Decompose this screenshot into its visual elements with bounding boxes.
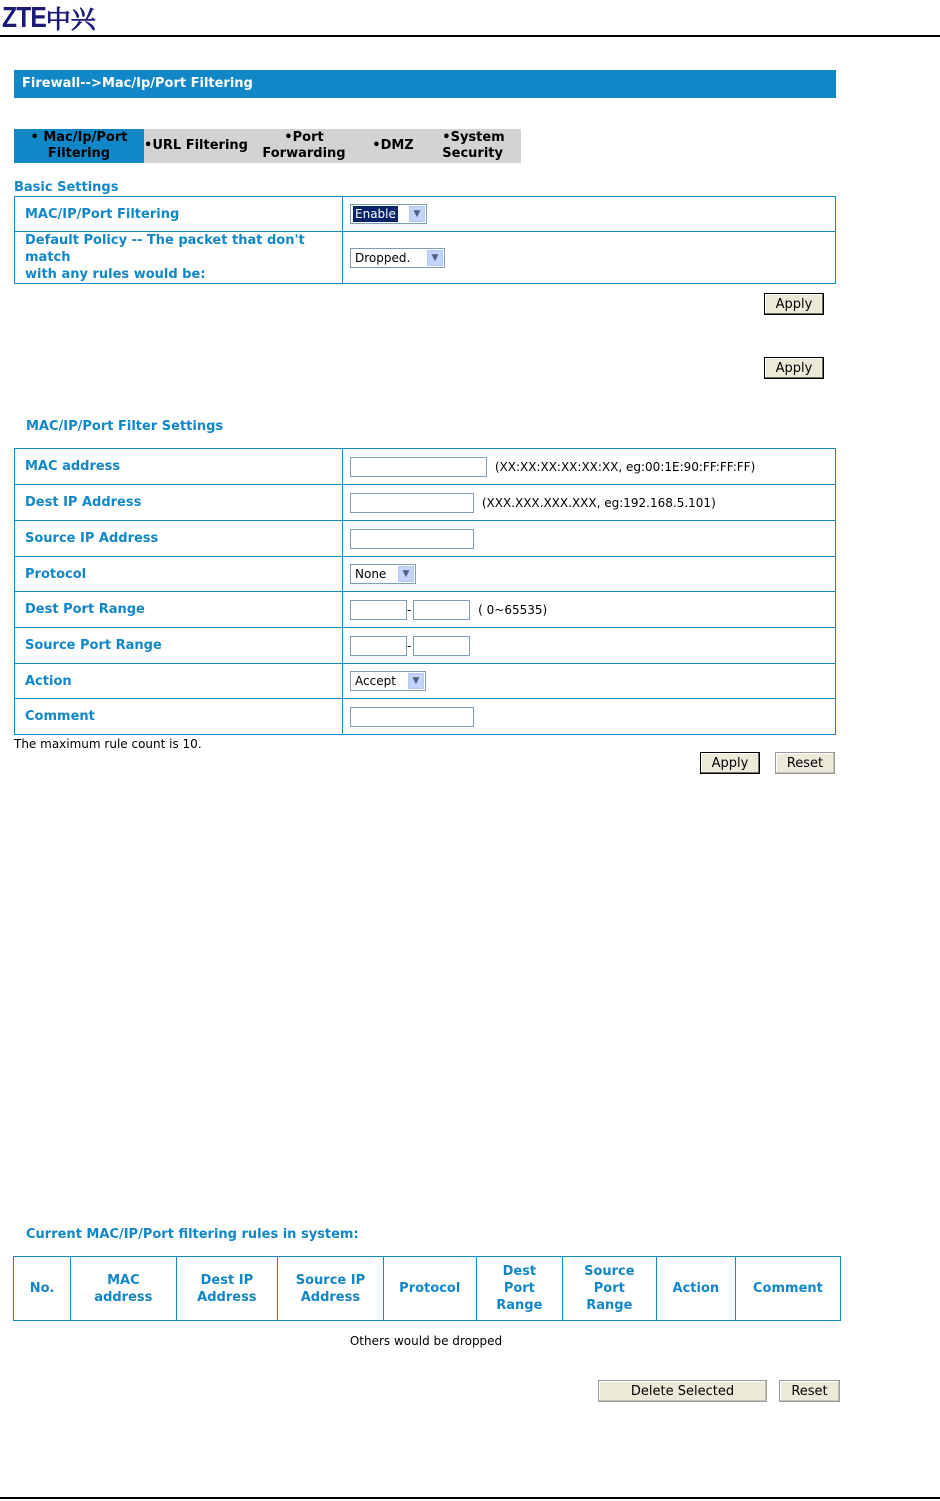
basic-settings-title: Basic Settings <box>14 180 119 195</box>
rules-table <box>13 1256 841 1321</box>
default-policy-value: Dropped. <box>355 250 411 265</box>
filter-settings-table <box>14 448 836 735</box>
dest-port-end-input[interactable] <box>413 600 470 620</box>
reset-button-filter[interactable]: Reset <box>775 752 835 774</box>
col-mac-address: MAC address <box>71 1257 176 1321</box>
source-port-end-input[interactable] <box>413 636 470 656</box>
tab-label-line2: Security <box>442 146 503 161</box>
comment-label: Comment <box>15 699 343 735</box>
policy-label-line2: with any rules would be: <box>25 267 206 282</box>
tab-label: •DMZ <box>372 138 414 153</box>
basic-settings-table <box>14 196 836 284</box>
policy-label-line1: Default Policy -- The packet that don't match <box>25 233 305 265</box>
col-dest-port-range: Dest Port Range <box>476 1257 562 1321</box>
tab-mac-ip-port-filtering[interactable] <box>14 129 144 163</box>
tab-port-forwarding[interactable] <box>248 129 360 163</box>
col-source-port-range: Source Port Range <box>562 1257 656 1321</box>
protocol-label: Protocol <box>15 557 343 592</box>
reset-button-rules[interactable]: Reset <box>779 1380 840 1402</box>
logo-cn-text: 中兴 <box>45 5 96 34</box>
dest-ip-input[interactable] <box>350 493 474 513</box>
tab-system-security[interactable] <box>426 129 521 163</box>
logo-text: ZTE <box>2 1 47 34</box>
tab-label-line2: Filtering <box>47 146 111 161</box>
default-policy-label <box>15 232 343 284</box>
tab-label: •URL Filtering <box>144 138 248 153</box>
delete-selected-button[interactable]: Delete Selected <box>598 1380 767 1402</box>
apply-button-basic-2[interactable]: Apply <box>764 357 824 379</box>
protocol-select-value: None <box>355 567 387 581</box>
header-rule <box>0 35 940 37</box>
breadcrumb: Firewall-->Mac/Ip/Port Filtering <box>14 70 836 98</box>
tab-url-filtering[interactable] <box>144 129 248 163</box>
chevron-down-icon: ▼ <box>427 250 443 266</box>
range-dash: - <box>407 638 412 653</box>
source-port-start-input[interactable] <box>350 636 407 656</box>
col-no: No. <box>14 1257 71 1321</box>
comment-input[interactable] <box>350 707 474 727</box>
filtering-select[interactable] <box>350 204 427 224</box>
col-source-ip: Source IP Address <box>278 1257 383 1321</box>
tab-label-line1: •System <box>442 130 505 145</box>
chevron-down-icon: ▼ <box>398 566 414 582</box>
tab-dmz[interactable] <box>360 129 426 163</box>
others-dropped-note: Others would be dropped <box>349 1334 503 1348</box>
source-port-label: Source Port Range <box>15 628 343 664</box>
current-rules-title: Current MAC/IP/Port filtering rules in system: <box>26 1227 359 1242</box>
chevron-down-icon: ▼ <box>408 673 424 689</box>
dest-port-start-input[interactable] <box>350 600 407 620</box>
filter-settings-title: MAC/IP/Port Filter Settings <box>26 419 224 434</box>
filtering-label: MAC/IP/Port Filtering <box>15 197 343 232</box>
action-select[interactable] <box>350 671 426 691</box>
default-policy-select[interactable] <box>350 248 445 268</box>
chevron-down-icon: ▼ <box>409 206 425 222</box>
footer-rule <box>0 1497 940 1499</box>
tab-label-line1: •Port <box>284 130 324 145</box>
rules-header-row <box>14 1257 841 1321</box>
tab-label-line2: Forwarding <box>262 146 346 161</box>
filtering-select-value: Enable <box>355 207 396 221</box>
protocol-select[interactable] <box>350 564 416 584</box>
dest-port-label: Dest Port Range <box>15 592 343 628</box>
dest-ip-hint: (XXX.XXX.XXX.XXX, eg:192.168.5.101) <box>481 495 716 510</box>
range-dash: - <box>407 602 412 617</box>
tab-bar <box>14 129 521 163</box>
zte-logo <box>2 2 96 34</box>
apply-button-filter[interactable]: Apply <box>700 752 760 774</box>
col-protocol: Protocol <box>383 1257 476 1321</box>
tab-label-line1: • Mac/Ip/Port <box>30 130 128 145</box>
action-label: Action <box>15 664 343 699</box>
col-comment: Comment <box>735 1257 840 1321</box>
max-rule-note: The maximum rule count is 10. <box>14 737 202 751</box>
mac-address-input[interactable] <box>350 457 487 477</box>
mac-address-label: MAC address <box>15 449 343 485</box>
source-ip-input[interactable] <box>350 529 474 549</box>
dest-port-hint: ( 0~65535) <box>478 602 548 617</box>
col-dest-ip: Dest IP Address <box>176 1257 278 1321</box>
source-ip-label: Source IP Address <box>15 521 343 557</box>
mac-address-hint: (XX:XX:XX:XX:XX:XX, eg:00:1E:90:FF:FF:FF) <box>494 459 756 474</box>
dest-ip-label: Dest IP Address <box>15 485 343 521</box>
action-select-value: Accept <box>355 674 396 688</box>
col-action: Action <box>656 1257 735 1321</box>
apply-button-basic[interactable]: Apply <box>764 293 824 315</box>
